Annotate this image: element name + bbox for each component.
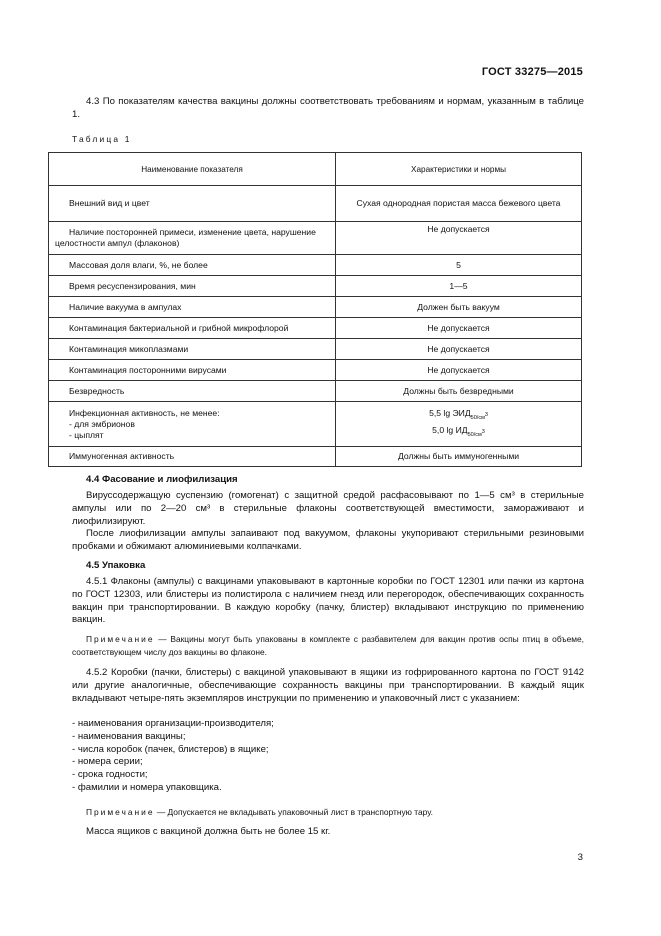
row-name: Контаминация микоплазмами: [49, 339, 336, 360]
activity-sub-chicks: - цыплят: [69, 429, 104, 440]
section-4-5-2-paragraph: 4.5.2 Коробки (пачки, блистеры) с вакциной упаковывают в ящики из гофрированного картона по ГОСТ 9142 или другие аналогичные, обеспечивающие сохранность вакцины при транспортировании. В каждый ящик вкладывают четыре-пять экземпляров инструкции по применению и упаковочный лист с указанием:: [72, 667, 584, 704]
section-4-4-paragraph-2: После лиофилизации ампулы запаивают под вакуумом, флаконы укупоривают стерильными резиновыми пробками и обжимают алюминиевыми колпачками.: [72, 528, 584, 552]
note-1: [72, 633, 584, 658]
row-name: Иммуногенная активность: [49, 447, 336, 467]
note-1-label: Примечание: [86, 634, 155, 644]
table-header-row: [49, 153, 582, 186]
row-value: 5: [336, 255, 582, 276]
row-name: Контаминация посторонними вирусами: [49, 360, 336, 381]
row-name: Контаминация бактериальной и грибной микрофлорой: [49, 318, 336, 339]
list-item: - наименования вакцины;: [72, 730, 186, 742]
table-caption: Таблица 1: [72, 134, 132, 144]
table-row: [49, 360, 582, 381]
activity-value-embryos: 5,5 $\lg ЭИД_{50/см^3}$: [429, 408, 488, 421]
table-row: [49, 339, 582, 360]
activity-value-chicks: 5,0 $\lg ИД_{50/см^3}$: [432, 425, 485, 438]
activity-title: Инфекционная активность, не менее:: [69, 407, 220, 418]
note-2: [72, 806, 584, 819]
note-1-text: — Вакцины могут быть упакованы в комплекте с разбавителем для вакцин против оспы птиц в объеме, соответствующем числу доз вакцины во флаконе.: [72, 634, 584, 657]
list-item: - фамилии и номера упаковщика.: [72, 781, 222, 793]
table-row-activity: [49, 402, 582, 447]
table-row: [49, 381, 582, 402]
packing-list: [72, 718, 274, 795]
row-value: Не допускается: [336, 360, 582, 381]
row-value: Сухая однородная пористая масса бежевого цвета: [336, 186, 582, 222]
row-name: Безвредность: [49, 381, 336, 402]
quality-table: [48, 152, 582, 467]
row-value: Не допускается: [336, 318, 582, 339]
row-value: 1—5: [336, 276, 582, 297]
intro-paragraph: 4.3 По показателям качества вакцины должны соответствовать требованиям и нормам, указанным в таблице 1.: [72, 96, 584, 120]
final-paragraph: Масса ящиков с вакциной должна быть не более 15 кг.: [86, 826, 331, 837]
table-row: [49, 186, 582, 222]
table-row: [49, 255, 582, 276]
row-name: Наличие посторонней примеси, изменение цвета, нарушение целостности ампул (флаконов): [49, 222, 336, 255]
list-item: - наименования организации-производителя;: [72, 718, 274, 729]
table-row: [49, 447, 582, 467]
column-header-value: Характеристики и нормы: [336, 153, 582, 186]
row-name: Наличие вакуума в ампулах: [49, 297, 336, 318]
section-4-5-heading: 4.5 Упаковка: [86, 560, 146, 571]
row-name: [49, 402, 336, 447]
section-4-4-paragraph-1: Вируссодержащую суспензию (гомогенат) с защитной средой расфасовывают по 1—5 см³ в стерильные ампулы или по 2—20 см³ в стерильные флаконы соответствующей вместимости, замораживают и лиофилизируют.: [72, 490, 584, 527]
table-row: [49, 276, 582, 297]
section-4-4-heading: 4.4 Фасование и лиофилизация: [86, 474, 238, 485]
row-value: [336, 402, 582, 447]
table-row: [49, 318, 582, 339]
note-2-text: — Допускается не вкладывать упаковочный лист в транспортную тару.: [156, 807, 433, 817]
table-row: [49, 297, 582, 318]
table-row: [49, 222, 582, 255]
list-item: - номера серии;: [72, 756, 143, 768]
page-number: 3: [577, 852, 583, 863]
row-value: Не допускается: [336, 339, 582, 360]
activity-sub-embryos: - для эмбрионов: [69, 418, 135, 429]
document-code: ГОСТ 33275—2015: [481, 66, 583, 78]
row-value: Должны быть безвредными: [336, 381, 582, 402]
note-2-label: Примечание: [86, 807, 155, 817]
row-name: Массовая доля влаги, %, не более: [49, 255, 336, 276]
row-value: Должны быть иммуногенными: [336, 447, 582, 467]
row-value: Должен быть вакуум: [336, 297, 582, 318]
row-name: Внешний вид и цвет: [49, 186, 336, 222]
column-header-name: Наименование показателя: [49, 153, 336, 186]
section-4-5-1-paragraph: 4.5.1 Флаконы (ампулы) с вакцинами упаковывают в картонные коробки по ГОСТ 12301 или пачки из картона по ГОСТ 12303, или блистеры из полистирола с наличием гнезд или перегородок, обеспечивающих сохранность вакцин при транспортировании. В каждую коробку (пачку, блистер) вкладывают инструкцию по применению вакцин.: [72, 576, 584, 626]
list-item: - числа коробок (пачек, блистеров) в ящике;: [72, 743, 269, 755]
row-value: Не допускается: [336, 222, 582, 255]
row-name: Время ресуспензирования, мин: [49, 276, 336, 297]
list-item: - срока годности;: [72, 769, 148, 781]
